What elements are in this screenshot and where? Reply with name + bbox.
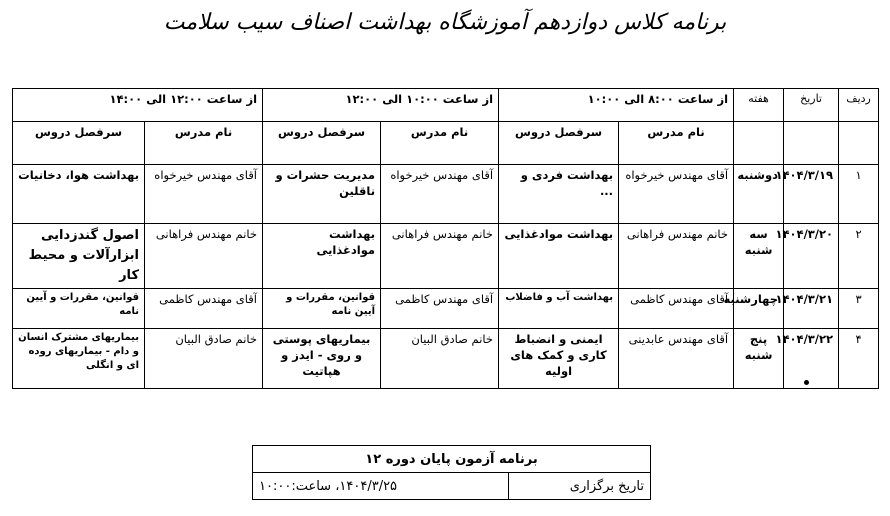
exam-row [253,473,651,500]
exam-date-value: ۱۴۰۴/۳/۲۵، ساعت:۱۰:۰۰ [253,473,509,500]
teacher-cell: خانم مهندس فراهانی [619,224,734,289]
teacher-cell: آقای مهندس عابدینی [619,329,734,389]
course-cell: ایمنی و انضباط کاری و کمک های اولیه [499,329,619,389]
col-date-header: تاریخ [784,89,839,122]
course-cell: اصول گندزدایی ابزارآلات و محیط کار [13,224,145,289]
course-cell: قوانین، مقررات و آیین نامه [263,289,381,329]
exam-title: برنامه آزمون پایان دوره ۱۲ [253,446,651,473]
row-date: ۱۴۰۴/۳/۲۰ [784,224,839,289]
course-header: سرفصل دروس [499,122,619,165]
empty-cell [734,122,784,165]
teacher-cell: آقای مهندس کاظمی [619,289,734,329]
course-cell: بهداشت آب و فاضلاب [499,289,619,329]
row-number: ۳ [839,289,879,329]
teacher-header: نام مدرس [381,122,499,165]
course-cell: بیماریهای مشترک انسان و دام - بیماریهای روده ای و انگلی [13,329,145,389]
row-number: ۲ [839,224,879,289]
teacher-cell: آقای مهندس کاظمی [145,289,263,329]
teacher-cell: خانم صادق البیان [381,329,499,389]
teacher-cell: آقای مهندس خیرخواه [381,165,499,224]
slot-3-header: از ساعت ۱۲:۰۰ الی ۱۴:۰۰ [13,89,263,122]
course-cell: مدیریت حشرات و ناقلین [263,165,381,224]
col-week-header: هفته [734,89,784,122]
exam-date-label: تاریخ برگزاری [509,473,651,500]
teacher-cell: خانم مهندس فراهانی [145,224,263,289]
bullet-dot [804,380,809,385]
class-schedule-table [12,88,879,389]
teacher-cell: آقای مهندس کاظمی [381,289,499,329]
course-header: سرفصل دروس [13,122,145,165]
subheader-row [13,122,879,165]
page-title: برنامه کلاس دوازدهم آموزشگاه بهداشت اصناف سیب سلامت [163,10,727,35]
slot-1-header: از ساعت ۸:۰۰ الی ۱۰:۰۰ [499,89,734,122]
row-date: ۱۴۰۴/۳/۲۱ [784,289,839,329]
exam-table [252,445,651,500]
course-cell: بیماریهای پوستی و روی - ایدز و هپاتیت [263,329,381,389]
row-day: دوشنبه [734,165,784,224]
teacher-cell: خانم صادق البیان [145,329,263,389]
table-row [13,289,879,329]
slot-2-header: از ساعت ۱۰:۰۰ الی ۱۲:۰۰ [263,89,499,122]
exam-title-row [253,446,651,473]
course-cell: بهداشت موادغذایی [263,224,381,289]
course-cell: بهداشت هوا، دخانیات [13,165,145,224]
course-cell: قوانین، مقررات و آیین نامه [13,289,145,329]
row-date: ۱۴۰۴/۳/۱۹ [784,165,839,224]
teacher-cell: آقای مهندس خیرخواه [145,165,263,224]
teacher-cell: آقای مهندس خیرخواه [619,165,734,224]
row-date: ۱۴۰۴/۳/۲۲ [784,329,839,389]
row-day: پنج شنبه [734,329,784,389]
table-row [13,329,879,389]
empty-cell [784,122,839,165]
row-number: ۴ [839,329,879,389]
table-row [13,165,879,224]
row-number: ۱ [839,165,879,224]
teacher-cell: خانم مهندس فراهانی [381,224,499,289]
row-day: چهارشنبه [734,289,784,329]
teacher-header: نام مدرس [619,122,734,165]
teacher-header: نام مدرس [145,122,263,165]
header-row [13,89,879,122]
course-cell: بهداشت موادغذایی [499,224,619,289]
course-header: سرفصل دروس [263,122,381,165]
table-row [13,224,879,289]
course-cell: بهداشت فردی و ... [499,165,619,224]
row-day: سه شنبه [734,224,784,289]
empty-cell [839,122,879,165]
col-radif-header: ردیف [839,89,879,122]
